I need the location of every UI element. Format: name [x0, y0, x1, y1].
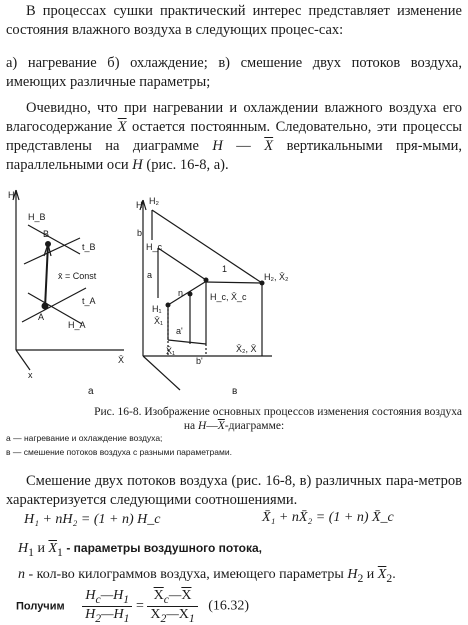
fig-a-label-const: x̄ = Const: [58, 271, 97, 281]
fig-b-label-b: b: [137, 228, 143, 238]
fig-b-label-b-prime: b': [196, 356, 203, 366]
fig-b-label-n: n: [178, 288, 184, 298]
intro-paragraph-1: В процессах сушки практический интерес представляет изменение состояния влажного воздуха в следующих процес-сах:: [6, 3, 462, 38]
intro-paragraph-2: а) нагревание б) охлаждение; в) смешение двух потоков воздуха, имеющих различные параметры;: [6, 55, 462, 90]
fig-a-label-a: A: [38, 312, 45, 322]
fig-a-axis-x: X̄: [118, 355, 125, 365]
fig-b-label-a-prime: a': [176, 326, 183, 336]
mixing-paragraph: Смешение двух потоков воздуха (рис. 16-8, в) различных пара-метров характеризуется следующими соотношениями.: [6, 473, 462, 508]
param-definition-1: $H_1$ и $\overline{X}_1$ - параметры воздушного потока,: [18, 541, 262, 559]
caption-line-b: в — смешение потоков воздуха с разными параметрами.: [6, 447, 232, 457]
figure-caption: Рис. 16-8. Изображение основных процессов изменения состояния воздуха на $H—\overline{X}$-диаграмме: а — нагревание и охлаждение воздуха; в — смешение потоков воздуха с разными параметрами.: [6, 406, 462, 457]
symbol-h: H: [132, 157, 143, 173]
fig-a-axis-x2: x: [28, 370, 33, 380]
fraction-enthalpy: $\frac{H_c—H_1}{H_2—H_1}$: [82, 588, 132, 625]
fig-b-axis-h: H: [136, 200, 143, 210]
fig-b-label-h2x2: H₂, X̄₂: [264, 272, 289, 282]
fig-a-label-ha: H_A: [68, 320, 86, 330]
fig-a-label-hb: H_B: [28, 212, 46, 222]
caption-line-a: а — нагревание и охлаждение воздуха;: [6, 433, 163, 443]
fig-b-label-hc-xc: H_c, X̄_c: [210, 292, 247, 302]
figure-16-8: [0, 180, 468, 402]
symbol-x-bar: $\overline{X}$: [264, 138, 274, 154]
fig-b-label-1: 1: [222, 264, 228, 274]
equation-moisture: X̄₁ + nX̄₂ = (1 + n) X̄_c: [262, 510, 394, 525]
intro-paragraph-3: Очевидно, что при нагревании и охлаждении влажного воздуха его влагосодержание $\overline{X}$ остается постоянным. Следовательно, эти процессы представлены на диаграмме H — $\overline{X}$ вертикальными пря-мыми, параллельными оси H (рис. 16-8, а).: [6, 100, 463, 173]
fraction-moisture: $\frac{\overline{X}_c—\overline{X}}{\overline{X}_2—\overline{X}_1}$: [147, 588, 197, 625]
fig-b-label-h1: H₁: [152, 304, 162, 314]
fig-a-label-ta: t_A: [82, 296, 96, 306]
fig-b-label-h2: H₂: [149, 196, 159, 206]
final-equation: Получим $\frac{H_c—H_1}{H_2—H_1}$ = $\frac{\overline{X}_c—\overline{X}}{\overline{X}_2—\overline{X}_1}$ (16.32): [16, 588, 250, 625]
fig-b-label-a: a: [147, 270, 153, 280]
fig-a-caption-letter: a: [88, 386, 94, 397]
fig-b-caption-letter: в: [232, 386, 238, 397]
fig-b-label-hc: H_c: [146, 242, 163, 252]
fig-a-label-tb: t_B: [82, 242, 96, 252]
equation-enthalpy: H₁ + nH₂ = (1 + n) H_c: [24, 512, 161, 527]
symbol-x-bar: $\overline{X}$: [117, 119, 127, 135]
symbol-h: H: [212, 138, 223, 154]
fig-b-label-x1-bottom: X̄₁: [166, 346, 176, 356]
fig-b-label-x1: X̄₁: [154, 316, 164, 326]
param-definition-2: n - кол-во килограммов воздуха, имеющего параметры $H_2$ и $\overline{X}_2$.: [18, 567, 396, 585]
fig-a-axis-h: H: [8, 190, 15, 200]
fig-b-label-x2x: X̄₂, X̄: [236, 344, 257, 354]
fig-a-label-b: B: [43, 229, 50, 239]
